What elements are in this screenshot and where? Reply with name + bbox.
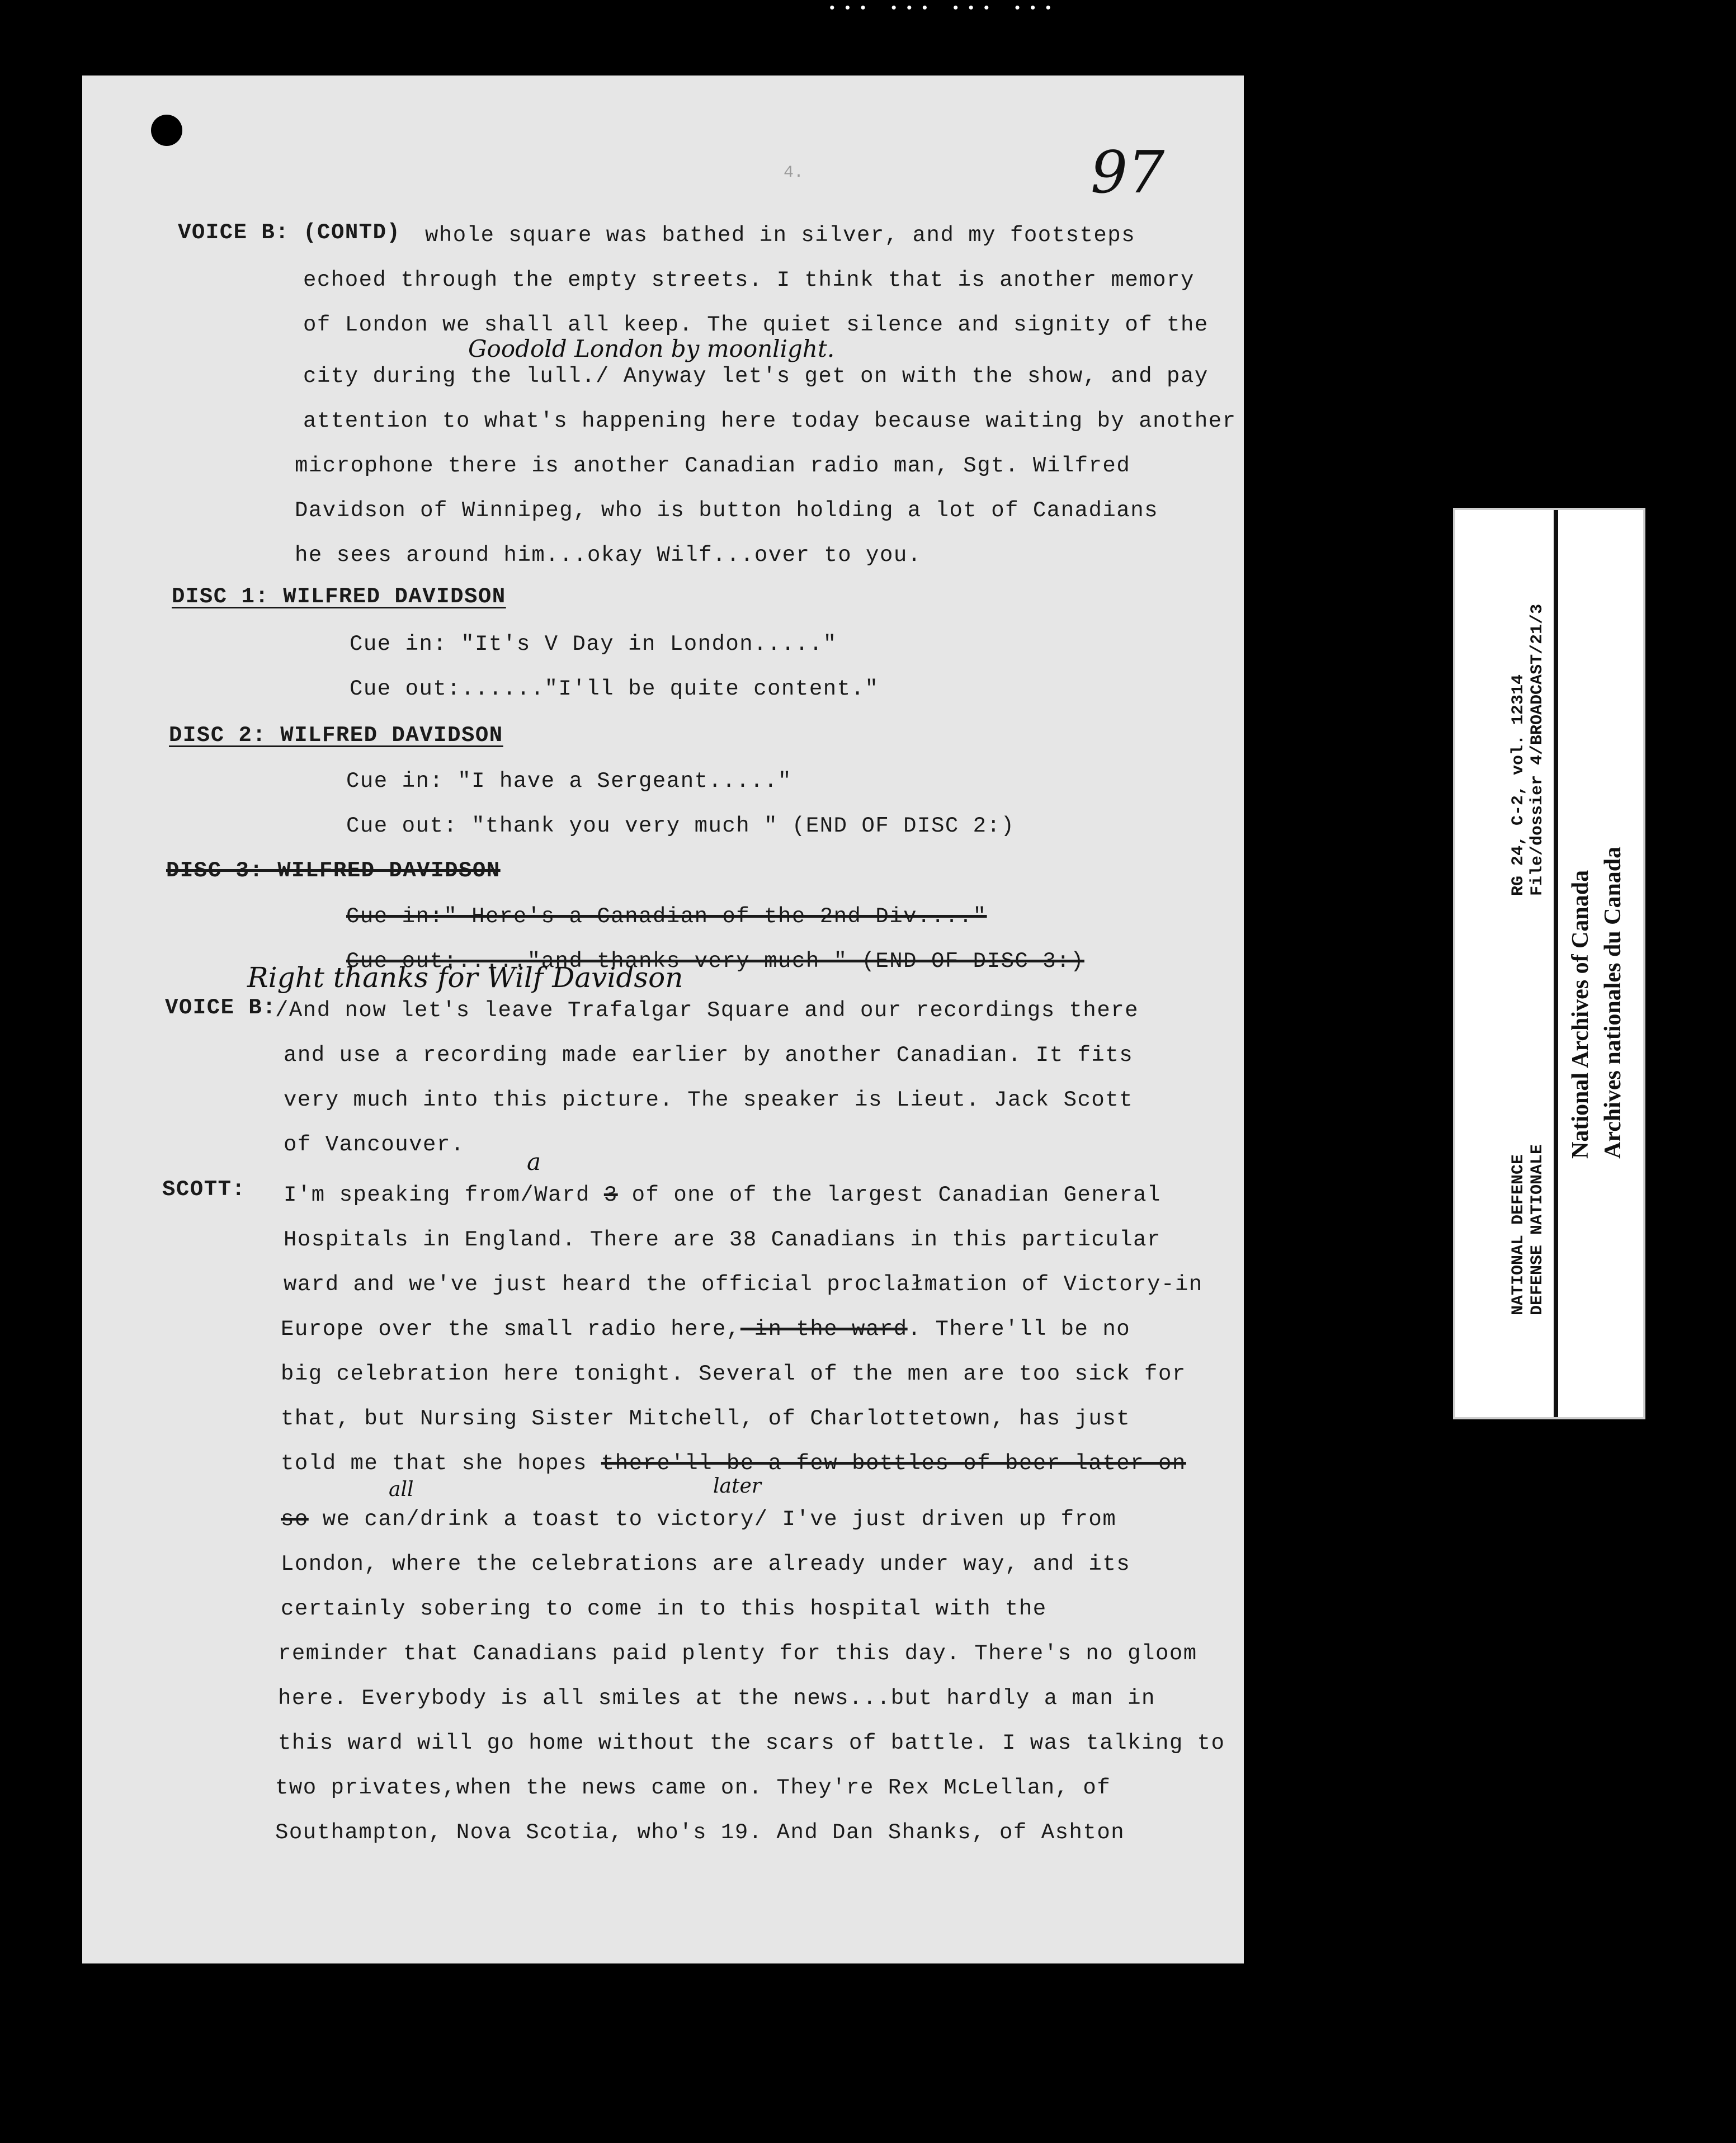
stamp-department-en: NATIONAL DEFENCE bbox=[1509, 1154, 1528, 1315]
scott-line: told me that she hopes there'll be a few bottles of beer later on bbox=[281, 1451, 1186, 1476]
voice-b-label: VOICE B: bbox=[165, 995, 277, 1020]
scott-line: so we can/drink a toast to victory/ I've just driven up from bbox=[281, 1507, 1117, 1532]
voice-b-line: very much into this picture. The speaker is Lieut. Jack Scott bbox=[284, 1088, 1134, 1112]
handwritten-insert-later: later bbox=[713, 1475, 761, 1498]
voice-b-contd-line: microphone there is another Canadian radio man, Sgt. Wilfred bbox=[295, 454, 1131, 478]
voice-b-line: /And now let's leave Trafalgar Square and our recordings there bbox=[275, 998, 1139, 1023]
scott-line: this ward will go home without the scars of battle. I was talking to bbox=[278, 1731, 1225, 1755]
scott-line: London, where the celebrations are already under way, and its bbox=[281, 1552, 1131, 1576]
voice-b-contd-line: echoed through the empty streets. I think that is another memory bbox=[303, 268, 1195, 292]
voice-b-line: of Vancouver. bbox=[284, 1132, 465, 1157]
handwritten-insert-all: all bbox=[389, 1478, 414, 1501]
scott-line: Hospitals in England. There are 38 Canadians in this particular bbox=[284, 1228, 1161, 1252]
disc3-cue-in-struck: Cue in:" Here's a Canadian of the 2nd Div...." bbox=[346, 904, 987, 929]
stamp-divider bbox=[1554, 510, 1558, 1417]
voice-b-contd-label: VOICE B: (CONTD) bbox=[178, 220, 401, 245]
typed-page bbox=[82, 75, 1244, 1963]
handwritten-right-thanks: Right thanks for Wilf Davidson bbox=[247, 961, 683, 994]
disc2-heading: DISC 2: WILFRED DAVIDSON bbox=[169, 723, 503, 748]
stamp-file: File/dossier 4/BROADCAST/21/3 bbox=[1528, 603, 1547, 896]
disc1-cue-in: Cue in: "It's V Day in London....." bbox=[350, 632, 837, 657]
disc2-cue-out: Cue out: "thank you very much " (END OF DISC 2:) bbox=[346, 814, 1015, 838]
voice-b-contd-line: Davidson of Winnipeg, who is button holding a lot of Canadians bbox=[295, 498, 1159, 523]
disc3-heading-struck: DISC 3: WILFRED DAVIDSON bbox=[166, 858, 501, 883]
punch-hole bbox=[151, 115, 182, 146]
scott-line: certainly sobering to come in to this hospital with the bbox=[281, 1597, 1047, 1621]
scott-line: Europe over the small radio here, in the ward. There'll be no bbox=[281, 1317, 1131, 1342]
stamp-archives-fr: Archives nationales du Canada bbox=[1600, 846, 1626, 1159]
stamp-reference: RG 24, C-2, vol. 12314 bbox=[1509, 674, 1528, 896]
handwritten-folio-number: 97 bbox=[1091, 138, 1165, 206]
voice-b-contd-line: whole square was bathed in silver, and my footsteps bbox=[425, 223, 1136, 248]
disc3-cue-out-struck: Cue out:....."and thanks very much " (END OF DISC 3:) bbox=[346, 949, 1084, 974]
archive-reference-stamp bbox=[1453, 508, 1645, 1419]
voice-b-contd-line: attention to what's happening here today because waiting by another bbox=[303, 409, 1237, 433]
voice-b-contd-line: of London we shall all keep. The quiet silence and signity of the bbox=[303, 313, 1209, 337]
typed-page-number: 4. bbox=[784, 163, 804, 182]
scott-line: that, but Nursing Sister Mitchell, of Charlottetown, has just bbox=[281, 1406, 1131, 1431]
disc1-cue-out: Cue out:......"I'll be quite content." bbox=[350, 677, 879, 701]
scott-line: here. Everybody is all smiles at the news...but hardly a man in bbox=[278, 1686, 1155, 1711]
handwritten-insert-moonlight: Goodold London by moonlight. bbox=[468, 335, 835, 362]
voice-b-line: and use a recording made earlier by another Canadian. It fits bbox=[284, 1043, 1134, 1068]
scott-line: reminder that Canadians paid plenty for this day. There's no gloom bbox=[278, 1641, 1197, 1666]
scott-line: ward and we've just heard the official proclałmation of Victory-in bbox=[284, 1272, 1203, 1297]
scott-line: big celebration here tonight. Several of the men are too sick for bbox=[281, 1362, 1186, 1386]
film-edge-marks: ••• ••• ••• ••• bbox=[828, 0, 1060, 17]
handwritten-insert-a: a bbox=[527, 1148, 541, 1176]
voice-b-contd-line: he sees around him...okay Wilf...over to you. bbox=[295, 543, 922, 568]
voice-b-contd-line: city during the lull./ Anyway let's get on with the show, and pay bbox=[303, 364, 1209, 389]
stamp-archives-en: National Archives of Canada bbox=[1568, 870, 1593, 1159]
scott-line: I'm speaking from/Ward 3 of one of the largest Canadian General bbox=[284, 1183, 1161, 1207]
disc2-cue-in: Cue in: "I have a Sergeant....." bbox=[346, 769, 792, 794]
scott-label: SCOTT: bbox=[162, 1177, 246, 1202]
scott-line: Southampton, Nova Scotia, who's 19. And Dan Shanks, of Ashton bbox=[275, 1820, 1125, 1845]
stamp-department-fr: DEFENSE NATIONALE bbox=[1528, 1144, 1547, 1315]
scott-line: two privates,when the news came on. They're Rex McLellan, of bbox=[275, 1776, 1111, 1800]
disc1-heading: DISC 1: WILFRED DAVIDSON bbox=[172, 584, 506, 609]
